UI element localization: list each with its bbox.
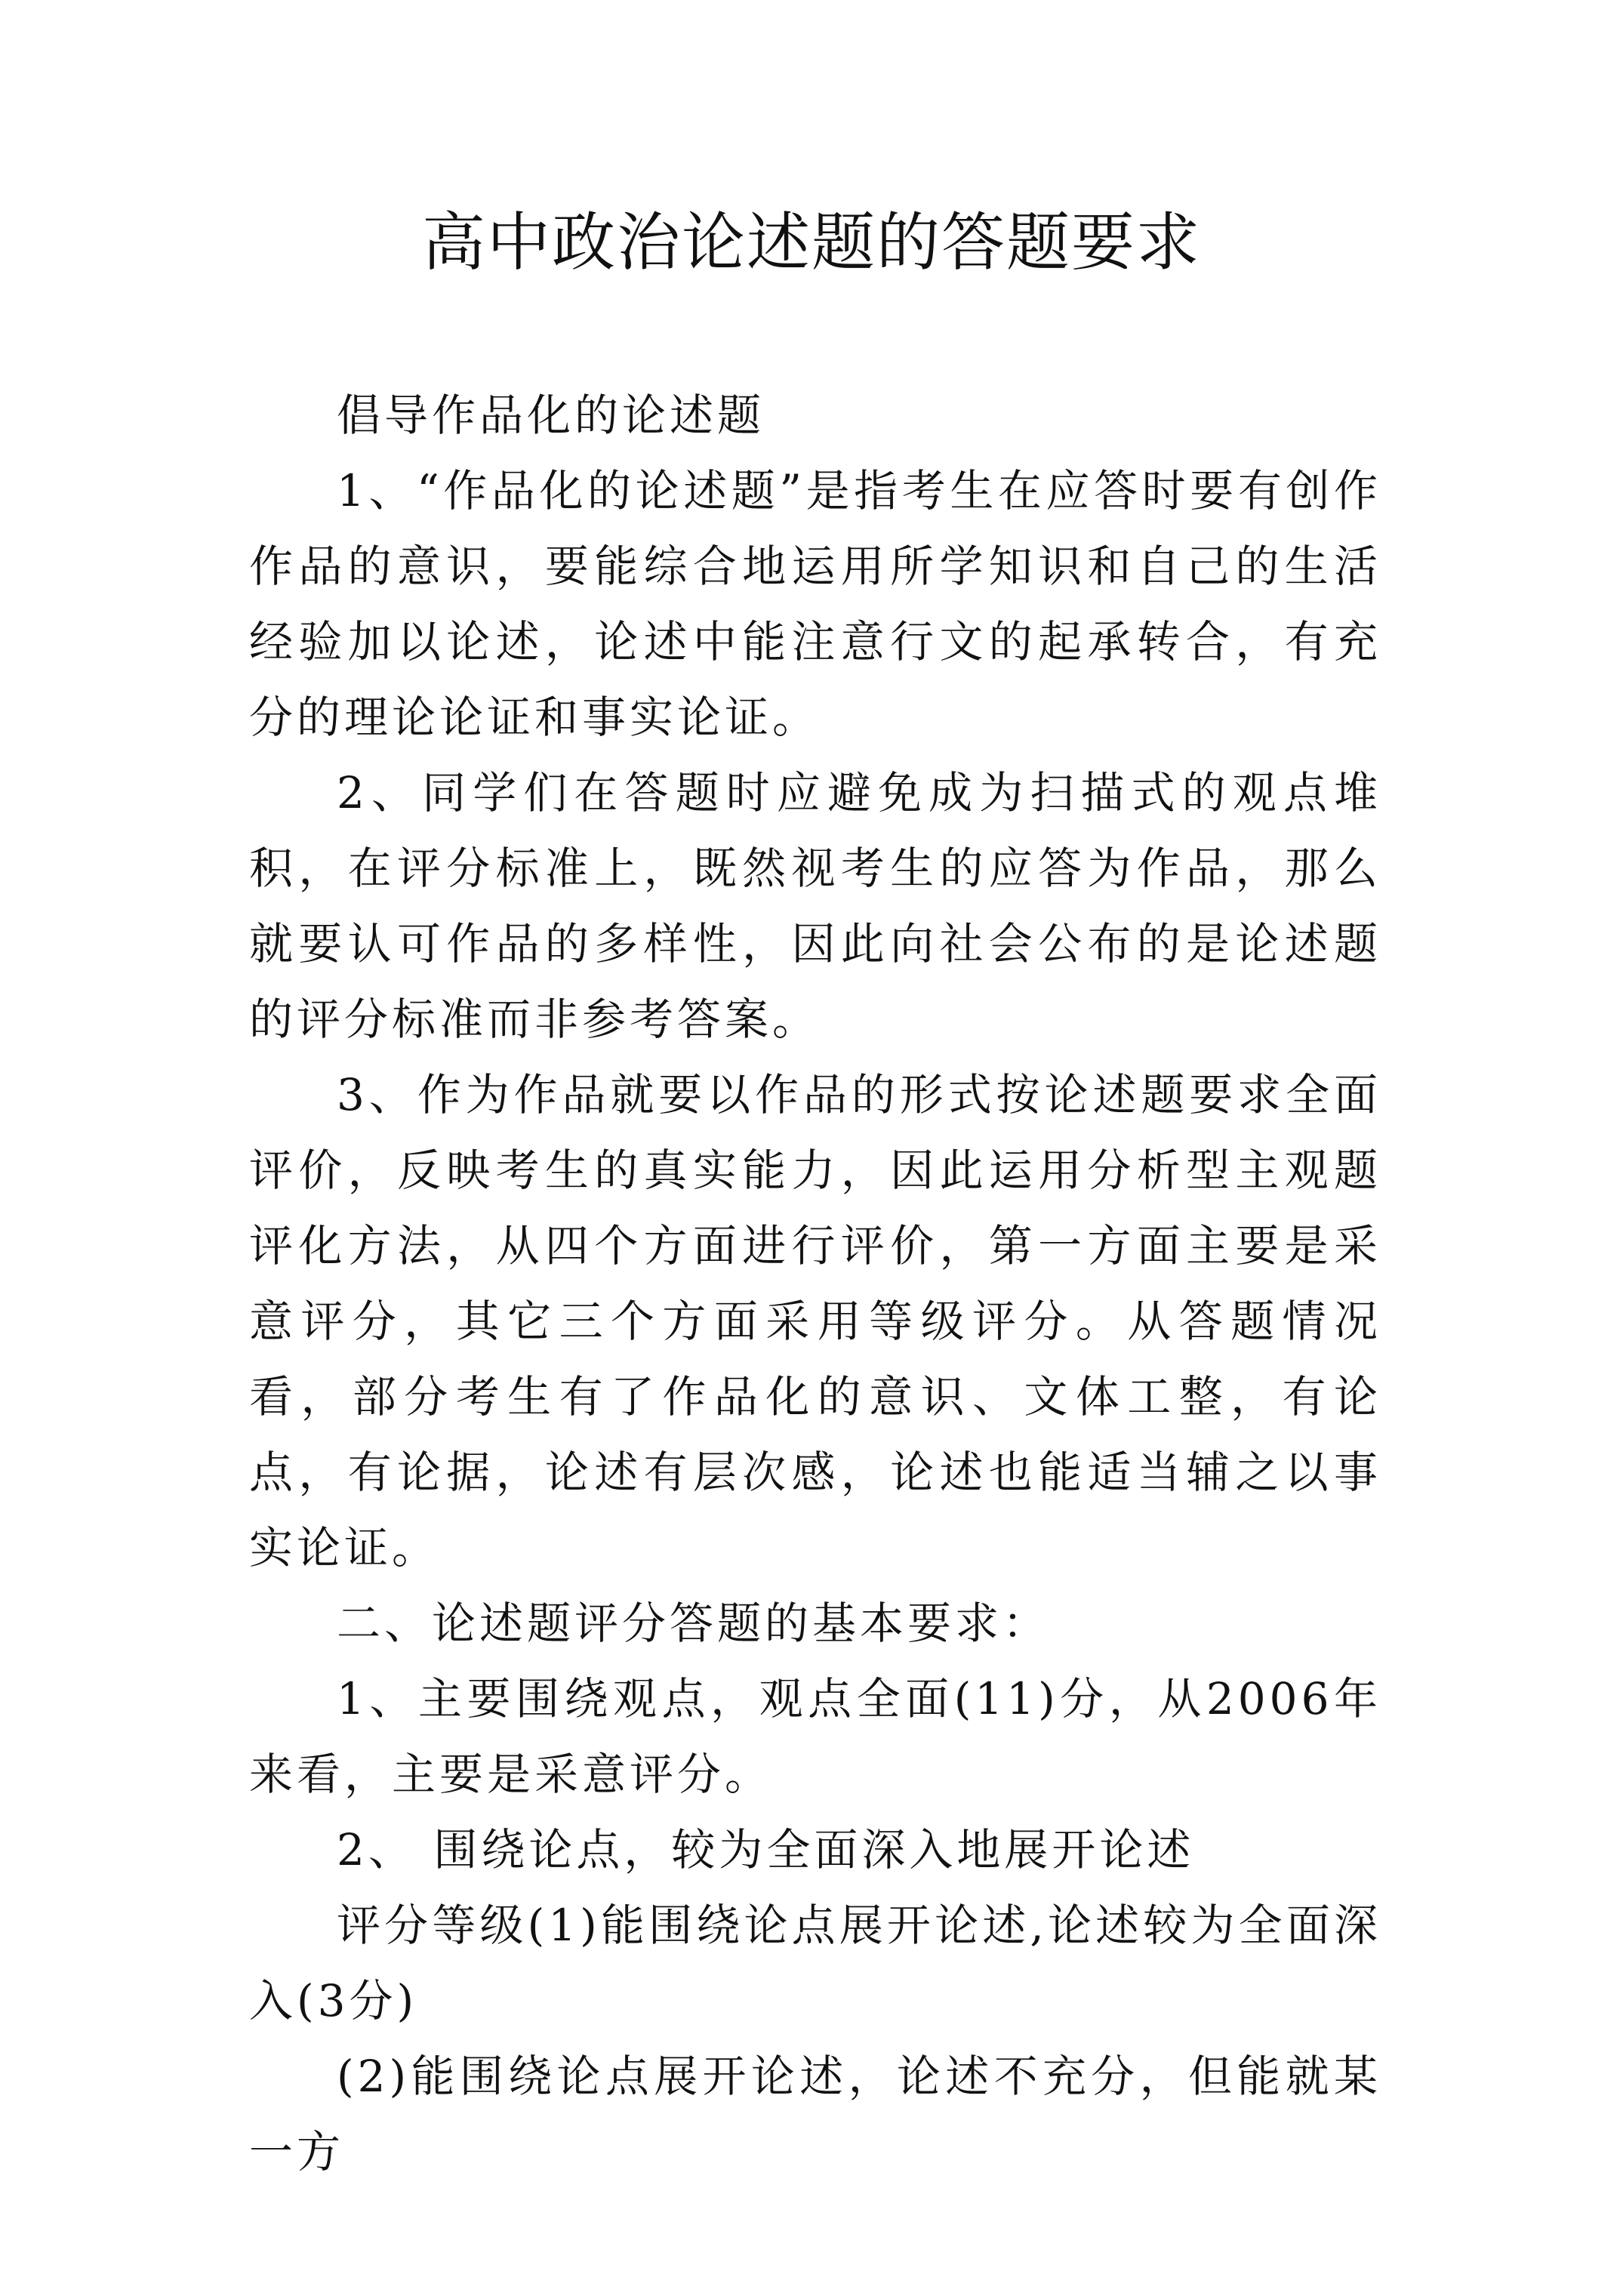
paragraph-score-grade-2: (2)能围绕论点展开论述，论述不充分，但能就某一方 xyxy=(249,2051,1381,2177)
paragraph-point-1: 1、“作品化的论述题”是指考生在应答时要有创作作品的意识，要能综合地运用所学知识和自己的生活经验加以论述，论述中能注意行文的起承转合，有充分的理论论证和事实论证。 xyxy=(249,465,1381,743)
paragraph-requirement-1: 1、主要围绕观点，观点全面(11)分，从2006年来看，主要是采意评分。 xyxy=(249,1673,1381,1800)
document-title: 高中政治论述题的答题要求 xyxy=(421,205,1201,279)
paragraph-point-2: 2、同学们在答题时应避免成为扫描式的观点堆积，在评分标准上，既然视考生的应答为作品，那么就要认可作品的多样性，因此向社会公布的是论述题的评分标准而非参考答案。 xyxy=(249,767,1381,1045)
paragraph-section-heading: 倡导作品化的论述题 xyxy=(337,390,765,441)
paragraph-score-grade-1: 评分等级(1)能围绕论点展开论述,论述较为全面深入(3分) xyxy=(249,1900,1381,2026)
document-body xyxy=(249,378,1381,2190)
paragraph-point-3: 3、作为作品就要以作品的形式按论述题要求全面评价，反映考生的真实能力，因此运用分析型主观题评化方法，从四个方面进行评价，第一方面主要是采意评分，其它三个方面采用等级评分。从答题情况看，部分考生有了作品化的意识、文体工整，有论点，有论据，论述有层次感，论述也能适当辅之以事实论证。 xyxy=(249,1069,1381,1573)
paragraph-section-two-heading: 二、论述题评分答题的基本要求： xyxy=(337,1598,1051,1649)
paragraph-requirement-2: 2、 围绕论点，较为全面深入地展开论述 xyxy=(337,1824,1195,1875)
